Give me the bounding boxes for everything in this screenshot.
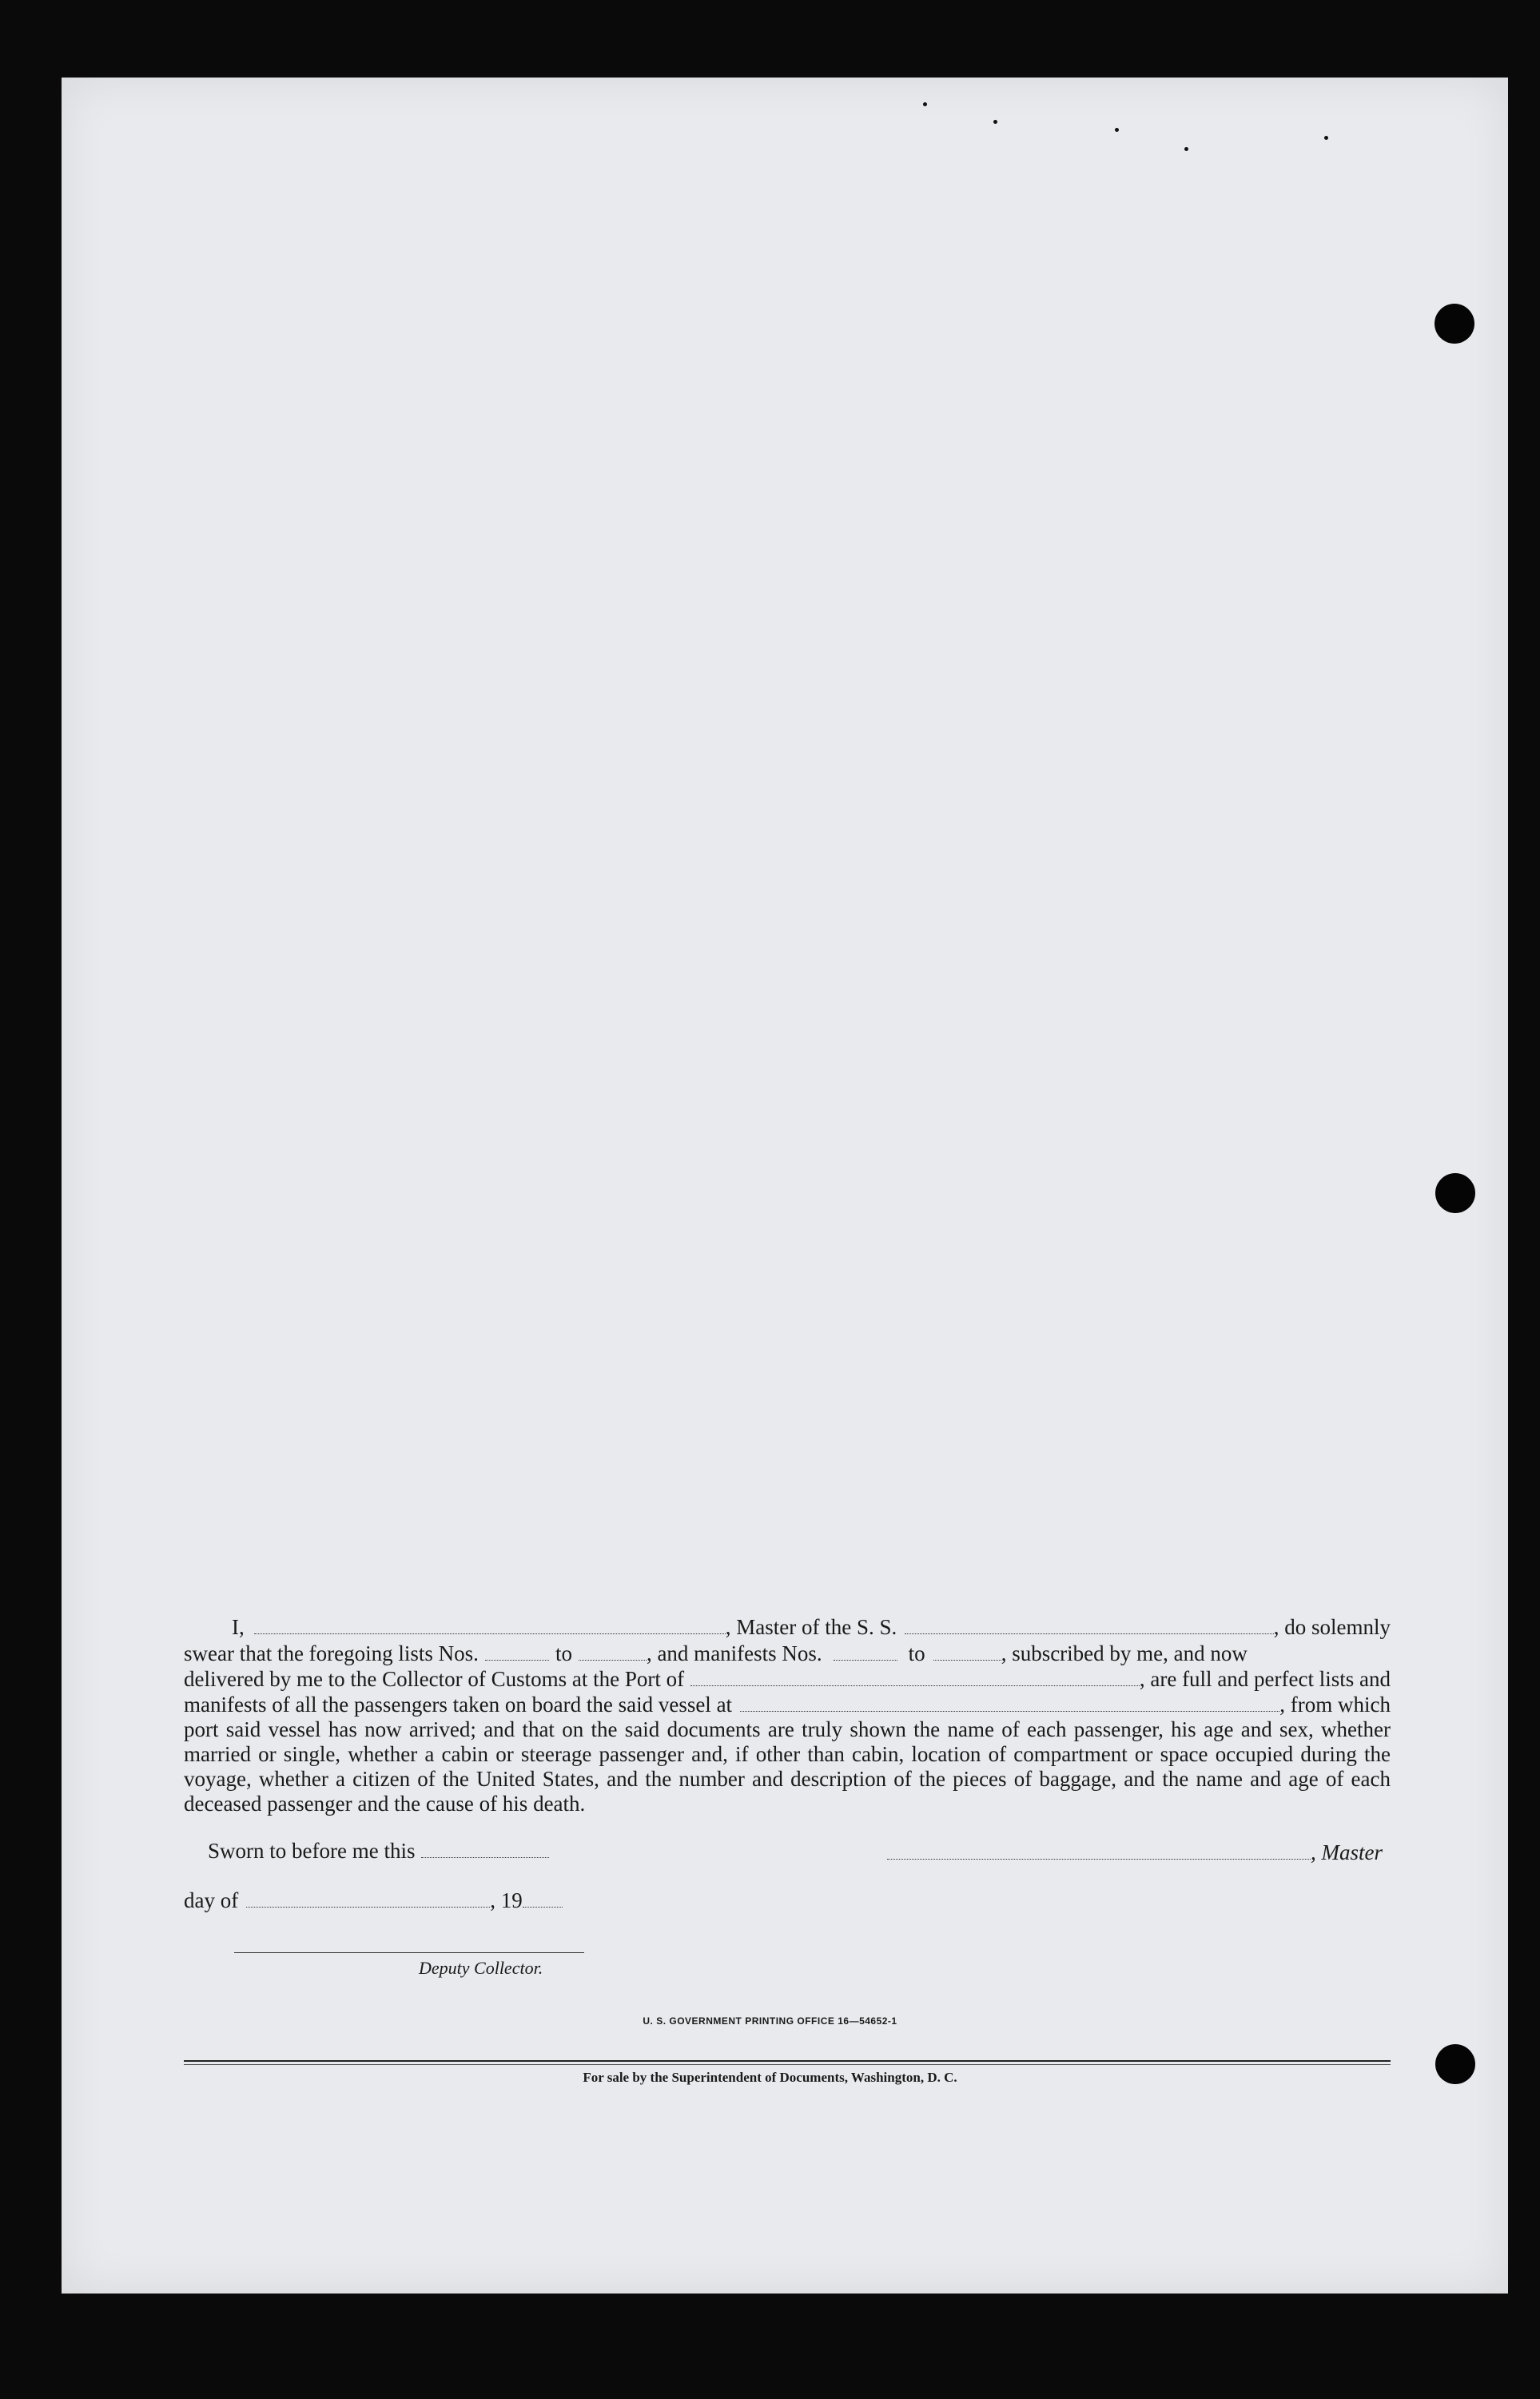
oath-to-1: to xyxy=(555,1641,572,1665)
oath-from-which: , from which xyxy=(1279,1693,1391,1717)
port-blank xyxy=(690,1666,1140,1686)
master-signature-row xyxy=(887,1840,1383,1865)
oath-i: I, xyxy=(232,1615,245,1640)
deputy-collector-label: Deputy Collector. xyxy=(419,1958,543,1978)
manifests-to-blank xyxy=(933,1640,1001,1660)
sworn-date-blank xyxy=(421,1838,549,1858)
day-of-row xyxy=(184,1888,563,1913)
lists-from-blank xyxy=(485,1640,549,1660)
punch-hole-middle xyxy=(1435,1173,1475,1213)
oath-statement xyxy=(184,1614,1391,1816)
speck xyxy=(923,102,927,106)
master-name-blank xyxy=(254,1614,726,1634)
master-label: , Master xyxy=(1311,1840,1383,1865)
footer-divider xyxy=(184,2060,1391,2065)
oath-master-of-ss: , Master of the S. S. xyxy=(725,1615,897,1640)
oath-manifests-all: manifests of all the passengers taken on board the said vessel at xyxy=(184,1693,733,1717)
ship-name-blank xyxy=(905,1614,1274,1634)
oath-line-4 xyxy=(184,1692,1391,1717)
master-signature-line xyxy=(887,1840,1311,1860)
sworn-row xyxy=(208,1838,549,1864)
year-blank xyxy=(523,1888,563,1908)
oath-to-2: to xyxy=(908,1641,925,1665)
oath-subscribed: , subscribed by me, and now xyxy=(1001,1641,1248,1665)
oath-manifests-nos: , and manifests Nos. xyxy=(646,1641,822,1665)
oath-lists-nos: swear that the foregoing lists Nos. xyxy=(184,1641,479,1665)
day-of-label: day of xyxy=(184,1888,239,1913)
manifests-from-blank xyxy=(834,1640,897,1660)
speck xyxy=(1184,147,1188,151)
printing-office-line: U. S. GOVERNMENT PRINTING OFFICE 16—54652-1 xyxy=(643,2015,897,2027)
speck xyxy=(993,120,997,124)
oath-rest: port said vessel has now arrived; and that on the said documents are truly shown the name of each passenger, his age and sex, whether married or single, whether a cabin or steerage passenger and, if other than cabin, location of compartment or space occupied during the voyage, whether a citizen of the United States, and the number and description of the pieces of baggage, and the name and age of each deceased passenger and the cause of his death. xyxy=(184,1717,1391,1816)
sworn-label: Sworn to before me this xyxy=(208,1839,416,1864)
oath-line-2 xyxy=(184,1640,1391,1665)
oath-delivered: delivered by me to the Collector of Customs at the Port of xyxy=(184,1666,685,1691)
vessel-port-blank xyxy=(740,1692,1279,1712)
deputy-signature-line xyxy=(234,1952,584,1953)
year-prefix: , 19 xyxy=(490,1888,523,1913)
speck xyxy=(1324,136,1328,140)
punch-hole-top xyxy=(1435,304,1474,344)
sale-notice: For sale by the Superintendent of Documents, Washington, D. C. xyxy=(583,2070,957,2085)
lists-to-blank xyxy=(579,1640,647,1660)
oath-line-3 xyxy=(184,1666,1391,1692)
oath-full-perfect: , are full and perfect lists and xyxy=(1139,1666,1391,1691)
oath-line-1 xyxy=(184,1614,1391,1640)
speck xyxy=(1115,128,1119,132)
oath-do-solemnly: , do solemnly xyxy=(1273,1615,1391,1640)
month-blank xyxy=(246,1888,490,1908)
document-page xyxy=(62,78,1508,2294)
